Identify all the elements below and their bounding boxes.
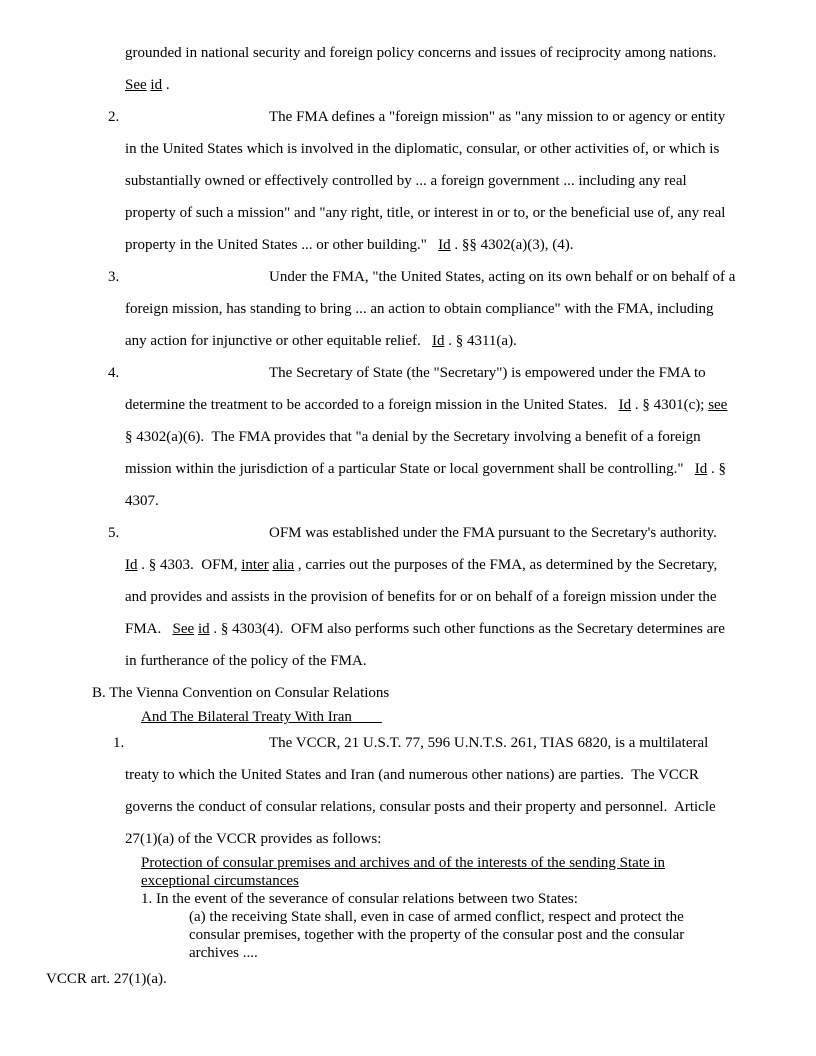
citation: [46, 970, 167, 988]
text-line: [125, 172, 687, 190]
text-run: substantially owned or effectively controlled by ... a foreign government ... including any real: [125, 173, 687, 189]
text-line: [125, 76, 170, 94]
text-line: [125, 588, 717, 606]
text-line: [125, 204, 725, 222]
paragraph-number-4: [108, 364, 119, 382]
text-line: [125, 140, 719, 158]
citation-underlined: id: [197, 621, 210, 637]
text-line: [125, 766, 699, 784]
text-run: mission within the jurisdiction of a particular State or local government shall be controlling.": [125, 461, 695, 477]
text-run: in furtherance of the policy of the FMA.: [125, 653, 367, 669]
citation-underlined: see: [708, 397, 728, 413]
citation-underlined: alia: [272, 557, 295, 573]
section-heading: [92, 684, 389, 702]
text-line: [189, 908, 684, 926]
text-line: [189, 926, 684, 944]
citation-underlined: Id: [694, 461, 708, 477]
text-run: B. The Vienna Convention on Consular Relations: [92, 685, 390, 701]
paragraph-number-1: [113, 734, 124, 752]
text-run: determine the treatment to be accorded to a foreign mission in the United States.: [125, 397, 619, 413]
text-run: . §§ 4302(a)(3), (4).: [450, 237, 574, 253]
text-run: governs the conduct of consular relations, consular posts and their property and personnel. Article: [125, 799, 716, 815]
text-run: OFM was established under the FMA pursuant to the Secretary's authority.: [269, 525, 717, 541]
text-run: property in the United States ... or other building.": [125, 237, 439, 253]
text-run: 1.: [113, 735, 125, 751]
text-run: in the United States which is involved in the diplomatic, consular, or other activities of, or which is: [125, 141, 720, 157]
text-run: The FMA defines a "foreign mission" as "any mission to or agency or entity: [269, 109, 726, 125]
text-line: [269, 268, 735, 286]
text-line: [141, 890, 578, 908]
text-line: [125, 236, 574, 254]
text-run: . § 4303(4). OFM also performs such other functions as the Secretary determines are: [209, 621, 725, 637]
text-run: . §: [707, 461, 727, 477]
text-run: grounded in national security and foreign policy concerns and issues of reciprocity among nations.: [125, 45, 717, 61]
text-run: property of such a mission" and "any right, title, or interest in or to, or the beneficial use of, any real: [125, 205, 726, 221]
quote-title: [141, 854, 665, 872]
text-run: (a) the receiving State shall, even in case of armed conflict, respect and protect the: [189, 909, 684, 925]
text-line: [125, 620, 725, 638]
text-line: [125, 798, 716, 816]
section-subheading: [141, 708, 382, 726]
paragraph-number-2: [108, 108, 119, 126]
text-run: 27(1)(a) of the VCCR provides as follows:: [125, 831, 382, 847]
text-run: , carries out the purposes of the FMA, as determined by the Secretary,: [294, 557, 718, 573]
text-line: [125, 332, 517, 350]
citation-underlined: Id: [618, 397, 632, 413]
citation-underlined: See: [125, 77, 147, 93]
text-line: [269, 108, 725, 126]
citation-underlined: Id: [438, 237, 451, 253]
citation-underlined: exceptional circumstances: [141, 873, 299, 889]
citation-underlined: See: [172, 621, 195, 637]
text-run: 4.: [108, 365, 120, 381]
text-run: Under the FMA, "the United States, acting on its own behalf or on behalf of a: [269, 269, 736, 285]
citation-underlined: And The Bilateral Treaty With Iran: [141, 709, 382, 725]
text-run: § 4302(a)(6). The FMA provides that "a denial by the Secretary involving a benefit of a foreign: [125, 429, 701, 445]
text-run: archives ....: [189, 945, 258, 961]
text-run: The Secretary of State (the "Secretary") is empowered under the FMA to: [269, 365, 706, 381]
text-run: consular premises, together with the property of the consular post and the consular: [189, 927, 685, 943]
text-line: [125, 428, 701, 446]
text-line: [125, 556, 717, 574]
text-line: [125, 44, 717, 62]
text-run: 3.: [108, 269, 120, 285]
text-line: [125, 652, 367, 670]
citation-underlined: Id: [125, 557, 138, 573]
text-run: treaty to which the United States and Iran (and numerous other nations) are parties. The VCCR: [125, 767, 699, 783]
text-line: [125, 492, 159, 510]
text-line: [125, 460, 726, 478]
text-run: VCCR art. 27(1)(a).: [46, 971, 167, 987]
citation-underlined: id: [150, 77, 163, 93]
text-line: [189, 944, 258, 962]
text-run: any action for injunctive or other equitable relief.: [125, 333, 432, 349]
text-line: [125, 830, 381, 848]
text-run: foreign mission, has standing to bring ... an action to obtain compliance" with the FMA, including: [125, 301, 714, 317]
citation-underlined: inter: [241, 557, 269, 573]
quote-title: [141, 872, 299, 890]
citation-underlined: Protection of consular premises and archives and of the interests of the sending State in: [141, 855, 666, 871]
text-run: FMA.: [125, 621, 173, 637]
text-line: [125, 396, 727, 414]
text-run: . § 4311(a).: [444, 333, 517, 349]
paragraph-number-3: [108, 268, 119, 286]
text-run: The VCCR, 21 U.S.T. 77, 596 U.N.T.S. 261, TIAS 6820, is a multilateral: [269, 735, 709, 751]
text-run: 4307.: [125, 493, 159, 509]
text-run: .: [162, 77, 170, 93]
text-run: 1. In the event of the severance of consular relations between two States:: [141, 891, 578, 907]
paragraph-number-5: [108, 524, 119, 542]
text-line: [125, 300, 714, 318]
text-run: . § 4301(c);: [631, 397, 709, 413]
text-run: 5.: [108, 525, 120, 541]
text-run: . § 4303. OFM,: [137, 557, 242, 573]
text-line: [269, 524, 717, 542]
text-run: and provides and assists in the provision of benefits for or on behalf of a foreign mission under the: [125, 589, 717, 605]
text-run: 2.: [108, 109, 120, 125]
text-line: [269, 734, 708, 752]
text-line: [269, 364, 706, 382]
citation-underlined: Id: [431, 333, 445, 349]
